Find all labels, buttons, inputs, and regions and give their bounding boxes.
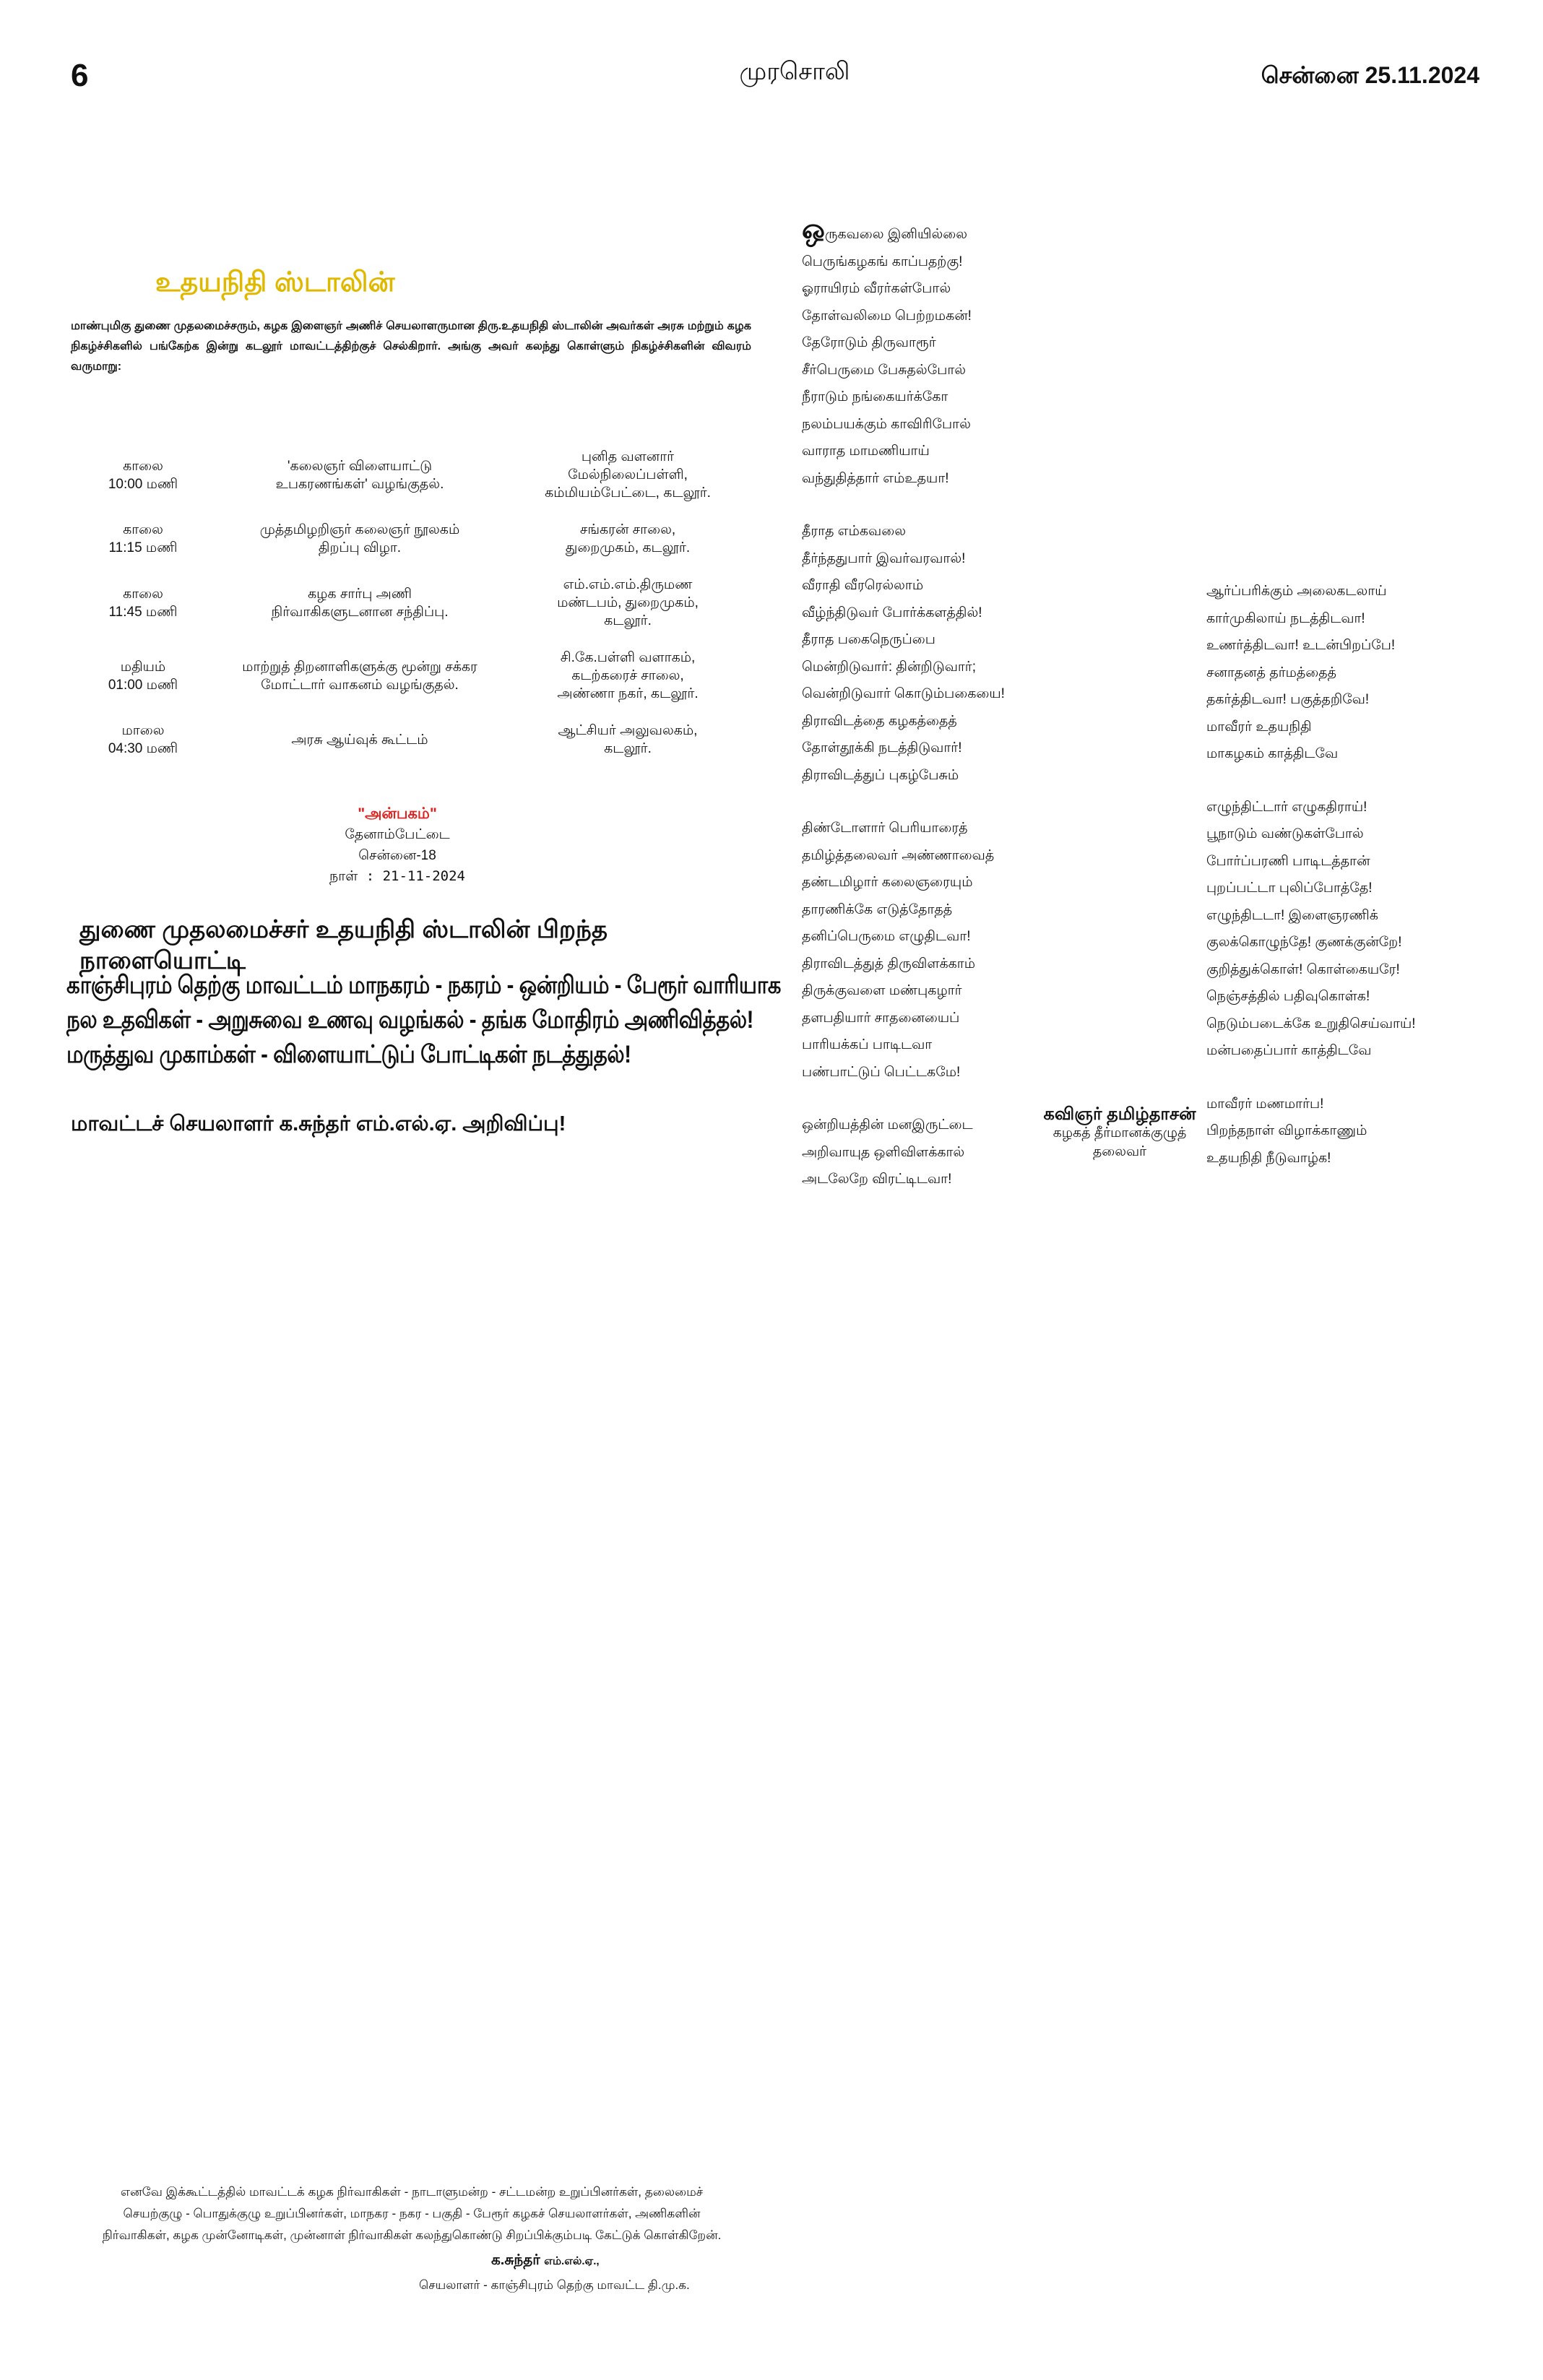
place-line: துறைமுகம், கடலூர். <box>565 540 691 555</box>
time-line: மதியம் <box>120 659 166 675</box>
poem-line: தண்டமிழார் கலைஞரையும் <box>802 875 973 890</box>
signature-line2: சென்னை-18 <box>358 848 436 863</box>
poem-line: வீழ்ந்திடுவர் போர்க்களத்தில்! <box>802 605 982 620</box>
subheadline-line: மருத்துவ முகாம்கள் - விளையாட்டுப் போட்டிகள் நடத்துதல்! <box>66 1041 631 1068</box>
poem-stanza <box>1206 1091 1416 1172</box>
subheadline-line: நல உதவிகள் - அறுசுவை உணவு வழங்கல் - தங்க மோதிரம் அணிவித்தல்! <box>66 1006 753 1034</box>
notice-footer-text <box>65 2181 758 2246</box>
poem-line: திராவிடத்தை கழகத்தைத் <box>802 713 957 729</box>
poem-stanza <box>802 815 1005 1086</box>
subheadline-line: காஞ்சிபுரம் தெற்கு மாவட்டம் மாநகரம் - நகரம் - ஒன்றியம் - பேரூர் வாரியாக <box>66 972 782 999</box>
schedule-row <box>71 649 751 703</box>
poem-line: மாவீரர் மணமார்ப! <box>1206 1096 1324 1112</box>
time-line: மாலை <box>121 723 165 738</box>
poem-line: சீர்பெருமை பேசுதல்போல் <box>802 362 967 378</box>
poem-line: பிறந்தநாள் விழாக்காணும் <box>1206 1123 1367 1138</box>
newspaper-name: முரசொலி <box>739 58 850 85</box>
place-line: அண்ணா நகர், கடலூர். <box>557 686 699 701</box>
announcement-signature <box>260 803 535 887</box>
schedule-time <box>71 585 215 621</box>
poem-stanza <box>1206 794 1416 1065</box>
event-line: 'கலைஞர் விளையாட்டு <box>287 458 433 474</box>
time-line: 04:30 மணி <box>108 741 178 756</box>
poem-line: தேரோடும் திருவாரூர் <box>802 335 936 350</box>
notice-headline: துணை முதலமைச்சர் உதயநிதி ஸ்டாலின் பிறந்த நாளையொட்டி <box>79 916 608 974</box>
poem-stanza <box>802 518 1005 789</box>
poem-line: குறித்துக்கொள்! கொள்கையரே! <box>1206 961 1400 977</box>
event-line: மோட்டார் வாகனம் வழங்குதல். <box>261 677 459 693</box>
schedule-event <box>215 658 504 694</box>
footer-line: எனவே இக்கூட்டத்தில் மாவட்டக் கழக நிர்வாகிகள் - நாடாளுமன்ற - சட்டமன்ற உறுப்பினர்கள், தலைமைச் <box>120 2185 704 2199</box>
time-line: காலை <box>123 458 163 474</box>
schedule-time <box>71 658 215 694</box>
event-line: அரசு ஆய்வுக் கூட்டம் <box>291 732 428 748</box>
schedule-row <box>71 722 751 758</box>
poem-line: வென்றிடுவார் கொடும்பகையை! <box>802 686 1005 701</box>
poem-line: வந்துதித்தார் எம்உதயா! <box>802 470 949 486</box>
drop-letter: ஒ <box>802 215 825 245</box>
schedule-time <box>71 722 215 758</box>
poem-line: எழுந்திடடா! இளைஞரணிக் <box>1206 907 1378 923</box>
poem-line: தோள்தூக்கி நடத்திடுவார்! <box>802 740 962 756</box>
poem-line: மன்பதைப்பார் காத்திடவே <box>1206 1043 1372 1058</box>
place-line: கடலூர். <box>604 741 652 756</box>
poem-line: சனாதனத் தர்மத்தைத் <box>1206 665 1337 680</box>
poem-line: உணர்த்திடவா! உடன்பிறப்பே! <box>1206 638 1396 653</box>
footer-line: நிர்வாகிகள், கழக முன்னோடிகள், முன்னாள் நிர்வாகிகள் கலந்துகொண்டு சிறப்பிக்கும்படி கேட்டுக் கொள்கிறேன். <box>102 2228 722 2242</box>
signature-date: நாள் : 21-11-2024 <box>329 868 465 884</box>
poem-stanza <box>1206 578 1416 768</box>
poem-line: திருக்குவளை மண்புகழார் <box>802 983 962 998</box>
poem-line: ஓராயிரம் வீரர்கள்போல் <box>802 281 951 296</box>
poem-line: வீராதி வீரரெல்லாம் <box>802 578 924 593</box>
poem-line: பண்பாட்டுப் பெட்டகமே! <box>802 1064 961 1080</box>
notice-byline: மாவட்டச் செயலாளர் க.சுந்தர் எம்.எல்.ஏ. அறிவிப்பு! <box>71 1112 566 1135</box>
schedule-row <box>71 576 751 630</box>
announcement-intro: மாண்புமிகு துணை முதலமைச்சரும், கழக இளைஞர் அணிச் செயலாளருமான திரு.உதயநிதி ஸ்டாலின் அவர்கள் அரசு மற்றும் கழக நிகழ்ச்சிகளில் பங்கேற்க இன்று கடலூர் மாவட்டத்திற்குச் செல்கிறார். அங்கு அவர் கலந்து கொள்ளும் நிகழ்ச்சிகளின் விவரம் வருமாறு: <box>71 320 751 373</box>
poet-role: கழகத் தீர்மானக்குழுத் <box>1053 1125 1187 1141</box>
poem-line: உதயநிதி நீடுவாழ்க! <box>1206 1150 1331 1166</box>
poem-line: தாரணிக்கே எடுத்தோதத் <box>802 901 953 917</box>
event-line: கழக சார்பு அணி <box>307 586 412 602</box>
poem-line: தகர்த்திடவா! பகுத்தறிவே! <box>1206 692 1370 707</box>
poem-stanza <box>802 217 1005 492</box>
poem-line: தீராத எம்கவலை <box>802 524 906 539</box>
poem-line: ஒருகவலை இனியில்லை <box>802 215 968 245</box>
time-line: காலை <box>123 586 163 602</box>
schedule-event <box>215 731 504 749</box>
poem-line: தீர்ந்ததுபார் இவர்வரவால்! <box>802 550 966 566</box>
event-line: திறப்பு விழா. <box>318 540 402 555</box>
notice-signature <box>491 2252 600 2270</box>
poem-line: குலக்கொழுந்தே! குணக்குன்றே! <box>1206 935 1402 950</box>
signature-line1: தேனாம்பேட்டை <box>345 827 450 842</box>
time-line: 10:00 மணி <box>108 476 178 492</box>
schedule-row <box>71 521 751 557</box>
time-line: 11:45 மணி <box>108 604 178 620</box>
poem-column-1 <box>802 217 1005 1193</box>
poem-line: அறிவாயுத ஒளிவிளக்கால் <box>802 1144 965 1160</box>
poem-line: பூநாடும் வண்டுகள்போல் <box>1206 826 1364 841</box>
poem-line: தமிழ்த்தலைவர் அண்ணாவைத் <box>802 847 995 863</box>
poem-line: புறப்பட்டா புலிப்போத்தே! <box>1206 880 1373 896</box>
poem-line: கார்முகிலாய் நடத்திடவா! <box>1206 610 1365 626</box>
poem-line: திராவிடத்துத் திருவிளக்காம் <box>802 956 976 972</box>
poem-line: பெருங்கழகங் காப்பதற்கு! <box>802 254 963 269</box>
schedule-event <box>215 521 504 557</box>
schedule-event <box>215 585 504 621</box>
place-line: சி.கே.பள்ளி வளாகம், <box>560 650 696 665</box>
schedule-event <box>215 457 504 493</box>
page-number: 6 <box>71 58 89 93</box>
poem-line: மாவீரர் உதயநிதி <box>1206 719 1312 735</box>
announcement-title: உதயநிதி ஸ்டாலின் <box>155 267 395 298</box>
poem-line: ஆர்ப்பரிக்கும் அலைகடலாய் <box>1206 584 1387 599</box>
place-line: எம்.எம்.எம்.திருமண <box>563 577 693 592</box>
footer-line: செயற்குழு - பொதுக்குழு உறுப்பினர்கள், மாநகர - நகர - பகுதி - பேரூர் கழகச் செயலாளர்கள், அணிகளின் <box>123 2207 701 2220</box>
place-date: சென்னை 25.11.2024 <box>1261 62 1479 88</box>
signature-name: "அன்பகம்" <box>358 805 437 822</box>
schedule-row <box>71 448 751 502</box>
poem-author <box>1011 1105 1228 1161</box>
poem-line: திண்டோளார் பெரியாரைத் <box>802 821 968 836</box>
schedule-place <box>504 722 751 758</box>
poem-line: திராவிடத்துப் புகழ்பேசும் <box>802 767 959 783</box>
notice-subheadline <box>66 968 782 1072</box>
event-line: முத்தமிழறிஞர் கலைஞர் நூலகம் <box>259 522 460 537</box>
poem-line: ஒன்றியத்தின் மனஇருட்டை <box>802 1117 973 1133</box>
place-line: கடலூர். <box>604 613 652 628</box>
event-line: நிர்வாகிகளுடனான சந்திப்பு. <box>271 604 449 620</box>
schedule-place <box>504 521 751 557</box>
event-line: மாற்றுத் திறனாளிகளுக்கு மூன்று சக்கர <box>242 659 477 675</box>
schedule-place <box>504 576 751 630</box>
place-line: மேல்நிலைப்பள்ளி, <box>568 467 688 483</box>
poem-line: மென்றிடுவார்: தின்றிடுவார்; <box>802 659 977 675</box>
event-line: உபகரணங்கள்' வழங்குதல். <box>275 476 444 492</box>
schedule-place <box>504 448 751 502</box>
poem-line: நலம்பயக்கும் காவிரிபோல் <box>802 416 971 432</box>
place-line: புனித வளனார் <box>581 449 675 464</box>
place-line: ஆட்சியர் அலுவலகம், <box>558 723 698 738</box>
place-line: மண்டபம், துறைமுகம், <box>557 595 699 610</box>
signer-name: க.சுந்தர் <box>491 2252 540 2268</box>
time-line: காலை <box>123 522 163 537</box>
poem-line: எழுந்திட்டார் எழுகதிராய்! <box>1206 799 1367 815</box>
poem-line: பாரியக்கப் பாடிடவா <box>802 1037 933 1052</box>
place-line: கடற்கரைச் சாலை, <box>571 668 684 683</box>
schedule-place <box>504 649 751 703</box>
poem-line: போர்ப்பரணி பாடிடத்தான் <box>1206 853 1370 869</box>
place-line: கம்மியம்பேட்டை, கடலூர். <box>545 485 711 501</box>
poem-line: அடலேறே விரட்டிடவா! <box>802 1172 952 1187</box>
signer-role: செயலாளர் - காஞ்சிபுரம் தெற்கு மாவட்ட தி.மு.க. <box>419 2278 690 2292</box>
poem-line: தீராத பகைநெருப்பை <box>802 632 935 647</box>
poem-line: மாகழகம் காத்திடவே <box>1206 746 1339 761</box>
poem-column-2 <box>1206 578 1416 1172</box>
schedule-time <box>71 521 215 557</box>
poem-line: நெஞ்சத்தில் பதிவுகொள்க! <box>1206 989 1370 1004</box>
time-line: 01:00 மணி <box>108 677 178 693</box>
poem-line: வாராத மாமணியாய் <box>802 443 930 459</box>
poem-line: நீராடும் நங்கையர்க்கோ <box>802 389 948 404</box>
schedule-table <box>71 448 751 776</box>
poem-line: தோள்வலிமை பெற்றமகன்! <box>802 308 972 324</box>
poem-line: தனிப்பெருமை எழுதிடவா! <box>802 929 971 944</box>
poet-name: கவிஞர் தமிழ்தாசன் <box>1043 1104 1196 1124</box>
place-line: சங்கரன் சாலை, <box>579 522 676 537</box>
poem-line: தளபதியார் சாதனையைப் <box>802 1010 960 1026</box>
poet-role: தலைவர் <box>1092 1144 1147 1159</box>
schedule-time <box>71 457 215 493</box>
poem-stanza <box>802 1112 1005 1193</box>
time-line: 11:15 மணி <box>108 540 178 555</box>
poem-line: நெடும்படைக்கே உறுதிசெய்வாய்! <box>1206 1016 1416 1031</box>
signer-suffix: எம்.எல்.ஏ., <box>544 2255 600 2267</box>
